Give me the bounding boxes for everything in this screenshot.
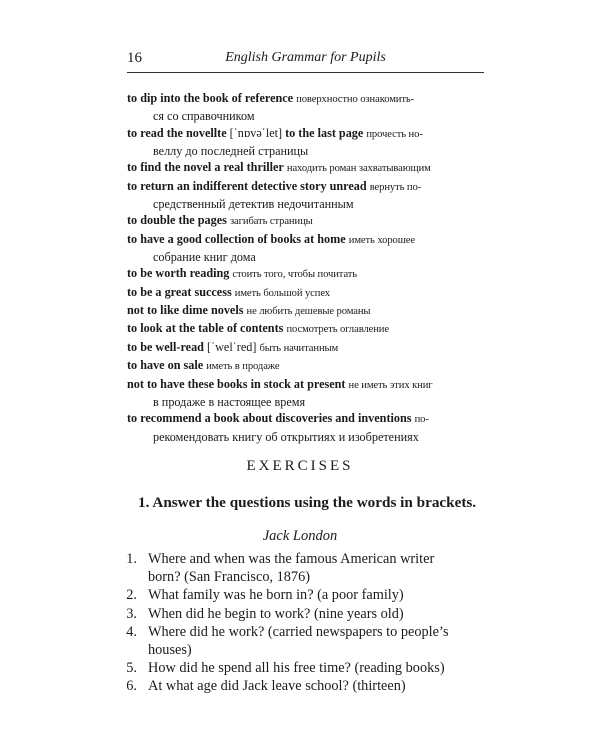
english-phrase: to double the pages	[127, 213, 227, 228]
english-phrase: not to like dime novels	[127, 303, 244, 318]
vocab-entry-continuation	[127, 249, 487, 265]
russian-translation: не любить дешевые романы	[246, 306, 371, 318]
vocab-entry	[127, 357, 487, 375]
vocab-entry	[127, 284, 487, 302]
english-phrase: to be well-read	[127, 339, 204, 354]
question-number: 4.	[126, 623, 137, 640]
russian-translation: находить роман захватывающим	[286, 163, 431, 175]
vocab-entry	[127, 125, 487, 143]
transcription: [ˈnɒvəˈlet]	[229, 125, 283, 140]
question-line	[127, 550, 492, 568]
russian-translation-continued: собрание книг дома	[153, 250, 256, 265]
question-number: 3.	[126, 605, 137, 622]
russian-translation-continued: рекомендовать книгу об открытиях и изобретениях	[153, 429, 419, 444]
vocabulary-list	[127, 90, 487, 445]
russian-translation-continued: веллу до последней страницы	[153, 144, 309, 159]
vocab-entry-continuation	[127, 108, 487, 124]
english-phrase: to the last page	[285, 125, 364, 140]
question-number: 5.	[126, 660, 137, 677]
vocab-entry	[127, 90, 487, 108]
question-list	[127, 550, 492, 696]
russian-translation: стоить того, чтобы почитать	[232, 269, 358, 281]
question-text: When did he begin to work? (nine years old)	[148, 605, 404, 622]
vocab-entry	[127, 410, 487, 428]
english-phrase: to have on sale	[127, 358, 204, 373]
question-number: 1.	[126, 551, 137, 567]
question-text: houses)	[148, 642, 192, 659]
vocab-entry	[127, 178, 487, 196]
question-text: Where and when was the famous American writer	[148, 551, 435, 567]
question-number: 6.	[126, 678, 137, 695]
russian-translation-continued: в продаже в настоящее время	[153, 394, 306, 409]
english-phrase: to have a good collection of books at home	[127, 231, 346, 246]
question-line	[127, 586, 492, 604]
vocab-entry	[127, 212, 487, 230]
running-title: English Grammar for Pupils	[225, 50, 386, 65]
russian-translation: быть начитанным	[259, 342, 339, 354]
page-header	[127, 50, 484, 70]
russian-translation: загибать страницы	[229, 216, 313, 228]
vocab-entry	[127, 231, 487, 249]
vocab-entry	[127, 339, 487, 357]
transcription: [ˈwelˈred]	[207, 339, 257, 354]
russian-translation: прочесть но-	[366, 128, 423, 140]
question-text: How did he spend all his free time? (reading books)	[148, 660, 445, 677]
english-phrase: to be a great success	[127, 284, 232, 299]
russian-translation: по-	[414, 414, 429, 426]
russian-translation: поверхностно ознакомить-	[296, 94, 415, 105]
exercises-heading: EXERCISES	[246, 458, 354, 474]
exercise-task: 1. Answer the questions using the words in brackets.	[138, 494, 477, 511]
russian-translation: иметь большой успех	[234, 287, 330, 299]
russian-translation-continued: ся со справочником	[153, 109, 255, 124]
russian-translation: не иметь этих книг	[348, 379, 433, 391]
question-line	[127, 568, 492, 586]
english-phrase: to find the novel a real thriller	[127, 160, 284, 175]
english-phrase: to recommend a book about discoveries and inventions	[127, 411, 412, 426]
question-text: Where did he work? (carried newspapers to people’s	[148, 623, 449, 640]
vocab-entry	[127, 302, 487, 320]
question-line	[127, 677, 492, 695]
english-phrase: to look at the table of contents	[127, 321, 284, 336]
russian-translation: посмотреть оглавление	[286, 324, 389, 336]
question-number: 2.	[126, 587, 137, 604]
vocab-entry	[127, 265, 487, 283]
question-line	[127, 605, 492, 623]
exercise-subtitle: Jack London	[262, 528, 338, 544]
vocab-entry-continuation	[127, 143, 487, 159]
question-text: born? (San Francisco, 1876)	[148, 569, 310, 586]
english-phrase: not to have these books in stock at present	[127, 376, 346, 391]
header-rule	[127, 72, 484, 73]
vocab-entry	[127, 320, 487, 338]
vocab-entry-continuation	[127, 429, 487, 445]
question-line	[127, 641, 492, 659]
question-line	[127, 623, 492, 641]
vocab-entry	[127, 159, 487, 177]
question-line	[127, 659, 492, 677]
english-phrase: to be worth reading	[127, 266, 230, 281]
vocab-entry-continuation	[127, 394, 487, 410]
russian-translation-continued: средственный детектив недочитанным	[153, 197, 354, 212]
russian-translation: иметь хорошее	[348, 234, 415, 246]
question-text: At what age did Jack leave school? (thirteen)	[148, 678, 406, 695]
vocab-entry	[127, 376, 487, 394]
english-phrase: to read the novellte	[127, 125, 227, 140]
russian-translation: вернуть по-	[369, 181, 422, 193]
english-phrase: to return an indifferent detective story unread	[127, 178, 367, 193]
russian-translation: иметь в продаже	[206, 361, 280, 373]
english-phrase: to dip into the book of reference	[127, 91, 294, 105]
page-number: 16	[127, 50, 142, 66]
vocab-entry-continuation	[127, 196, 487, 212]
question-text: What family was he born in? (a poor family)	[148, 587, 404, 604]
